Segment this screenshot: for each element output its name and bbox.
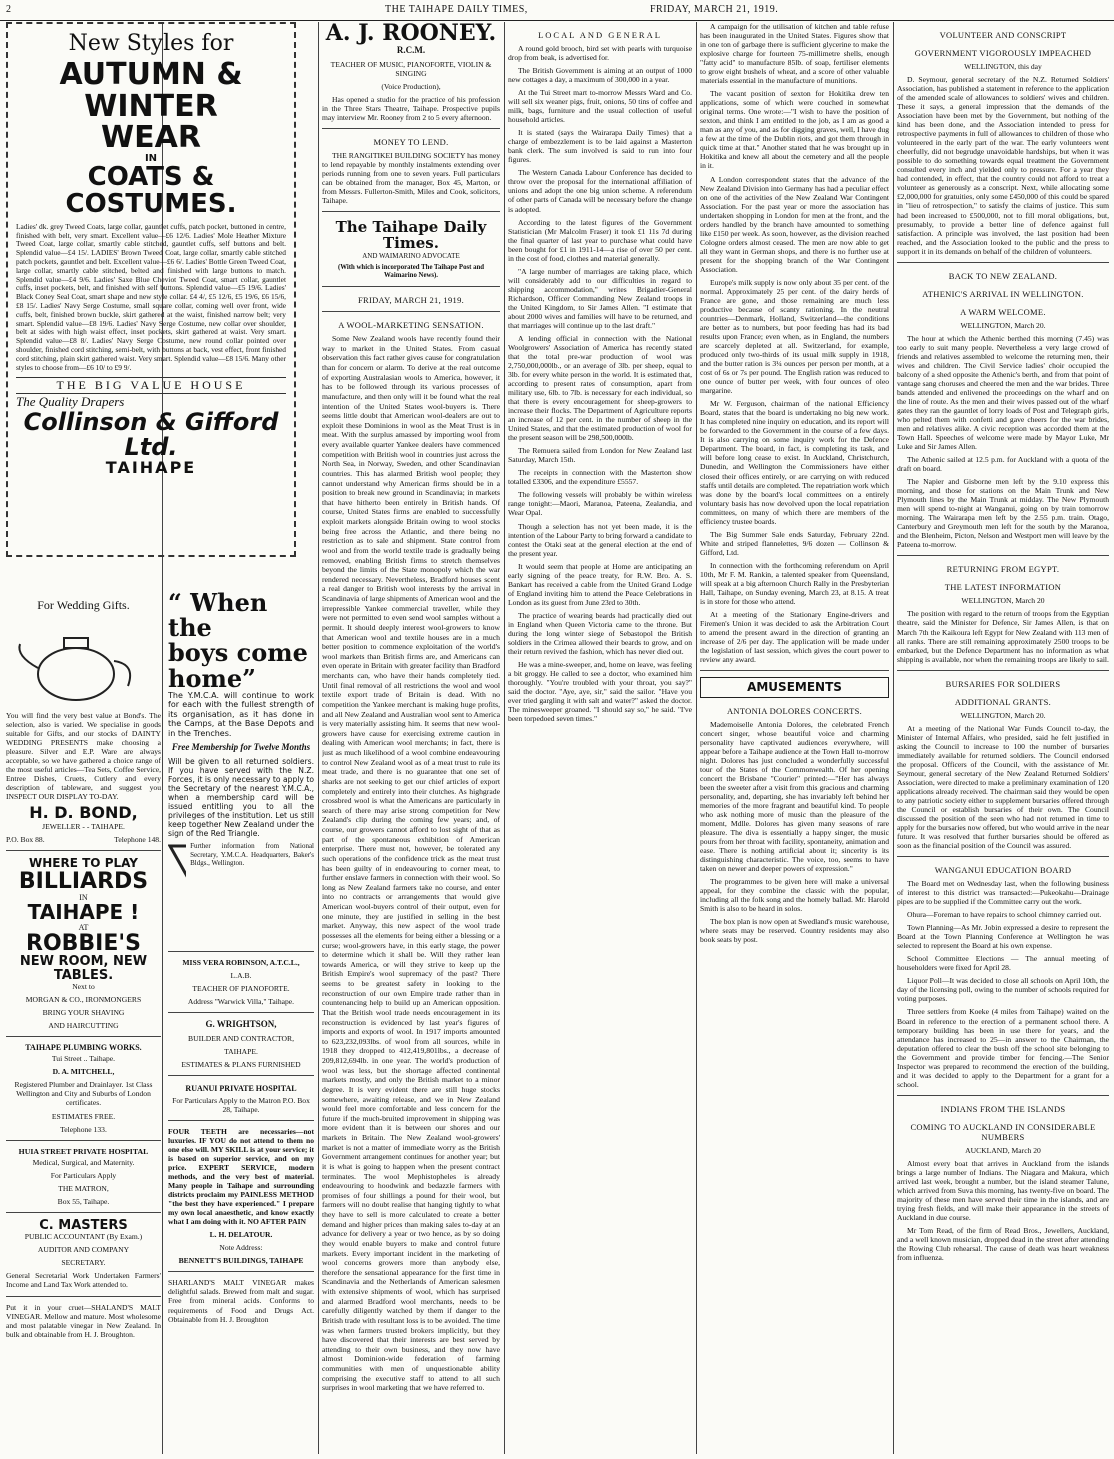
ad-line: AUTUMN & WINTER — [59, 57, 243, 124]
amusements-heading: AMUSEMENTS — [700, 677, 889, 698]
masters-line: AUDITOR AND COMPANY — [37, 1245, 130, 1255]
bond-name: H. D. BOND, — [29, 803, 138, 823]
bursaries-title: BURSARIES FOR SOLDIERS — [945, 678, 1061, 689]
indians-sub: COMING TO AUCKLAND IN CONSIDERABLE NUMBERS — [910, 1121, 1096, 1142]
news-para: "A large number of marriages are taking place, which will considerably add to our difficulties in regard to shipping accommodation," writes Brigadier-General Richardson, Officer Commanding New Zealand troops in the United Kingdom, to Sir James Allen. "I estimate that about 2000 wives and families will have to be returned, and that marriages will continue up to the last draft." — [508, 266, 692, 330]
wrightson-line: TAIHAPE. — [224, 1046, 258, 1056]
rooney-line: (Voice Production), — [381, 81, 441, 91]
news-para: A London correspondent states that the advance of the New Zealand Division into Germany has had a peculiar effect on one of the activities of the New Zealand War Contingent Association. For the past year or more the association has undertaken shopping in London for men at the front, and the orders handled by the branch have amounted to something like £150 per week. As soon, however, as the division reached Cologne orders almost ceased. The men are now able to get all they want in German shops, and there is no further use at present for the shopping branch of the War Contingent Association. — [700, 174, 889, 274]
volunteer-sub: GOVERNMENT VIGOROUSLY IMPEACHED — [914, 48, 1092, 58]
teapot-icon — [6, 616, 156, 706]
news-para: The Big Summer Sale ends Saturday, February 22nd. White and striped flannelettes, 9/6 dozen — Collinson & Gifford, Ltd. — [700, 529, 889, 557]
wrightson-name: G. WRIGHTSON, — [205, 1019, 277, 1030]
dolores-title: ANTONIA DOLORES CONCERTS. — [726, 705, 863, 716]
rooney-body: Has opened a studio for the practice of his profession in the Three Stars Theatre, Taihape. Prospective pupils may interview Mr. Rooney from 2 to 5 every afternoon. — [322, 94, 500, 122]
ad-town: TAIHAPE — [105, 457, 197, 477]
news-para: The vacant position of sexton for Hokitika drew ten applications, some of which were couched in somewhat original terms. One wrote:—"I wish to have the position of sexton, and think I am entitled to the job, as I am as good a man as any of you, and as for digging graves, well, I have dug a few at the time of the Dublin riots, and got them through in quick time at that." Another stated that he was brought up in Hokitika and knew all about the cemetery and all the people in it. — [700, 89, 889, 171]
news-para: Three settlers from Koeke (4 miles from Taihape) waited on the Board in reference to the erection of a permanent school there. A temporary building has been in use there for years, and the attendance has increased to 25—in answer to the Chairman, the deputation offered to clear the bush off the school site belonging to the Government and provide timber for fencing.—The Senior Inspector was prepared to recommend the erection of the building, and it was decided to apply to the Department for a grant for a school. — [897, 1007, 1109, 1089]
plumbing-tel: Telephone 133. — [60, 1124, 107, 1134]
billiards-line: TAIHAPE ! — [27, 899, 140, 924]
news-para: It is stated (says the Wairarapa Daily Times) that a charge of embezzlement is to be laid against a Masterton bank clerk. The sum involved is said to run into four figures. — [508, 128, 692, 165]
collinson-ad — [6, 22, 296, 557]
dentist-body: FOUR TEETH are necessaries—not luxuries. IF YOU do not attend to them no one else will. MY SKILL is at your service; it is based on superior service, and on my price. EXPERT SERVICE, modern methods, and the very best of material. Many people in Taihape and surrounding districts proclaim my PAINLESS METHOD "the best they have experienced." I prepare my own local anaesthetic, and know exactly what I am doing with it. NO AFTER PAIN — [168, 1126, 314, 1227]
news-para: The receipts in connection with the Masterton show totalled £3306, and the expenditure £5557. — [508, 468, 692, 487]
news-para: The following vessels will probably be within wireless range tonight:—Maori, Maranoa, Pateena, Zealandia, and Wear Opal. — [508, 490, 692, 518]
wrightson-line: BUILDER AND CONTRACTOR, — [188, 1033, 294, 1043]
column-3 — [508, 22, 692, 1454]
volunteer-title: VOLUNTEER AND CONSCRIPT — [939, 30, 1067, 40]
ymca-line: home” — [168, 663, 256, 693]
ymca-line: “ When the — [168, 590, 268, 643]
egypt-title: RETURNING FROM EGYPT. — [946, 564, 1060, 575]
ad-drapers: The Quality Drapers — [16, 393, 125, 409]
news-para: A round gold brooch, bird set with pearls with turquoise drop from beak, is advertised for. — [508, 44, 692, 63]
news-para: At the Tui Street mart to-morrow Messrs Ward and Co. will sell six weaner pigs, fruit, onions, 50 tins of coffee and milk, bags, furniture and the usual collection of useful household articles. — [508, 88, 692, 125]
education-board-title: WANGANUI EDUCATION BOARD — [934, 865, 1072, 876]
billiards-line: AND HAIRCUTTING — [48, 1021, 119, 1031]
news-para: Almost every boat that arrives in Auckland from the islands brings a large number of Indians. The Niagara and Makura, which arrived last week, brought a number, but the island steamer Talune, which arrived from Suva this morning, has twenty-five on board. The majority of these men have served their time in the islands, and are trying fresh fields, and will make their appearance in the streets of Auckland in due course. — [897, 1158, 1109, 1222]
ad-line: IN — [144, 152, 158, 164]
huia-title: HUIA STREET PRIVATE HOSPITAL — [18, 1146, 149, 1156]
money-title: MONEY TO LEND. — [373, 136, 449, 147]
news-para: The Board met on Wednesday last, when the following business of interest to this district was transacted:—Pukeokahu—Drainage pipes are to be supplied if the Committee carry out the work. — [897, 879, 1109, 907]
robinson-name: MISS VERA ROBINSON, A.T.C.L., — [182, 958, 300, 967]
robinson-line: Address "Warwick Villa," Taihape. — [187, 997, 295, 1007]
ad-house: THE BIG VALUE HOUSE — [16, 377, 286, 394]
editorial-title: A WOOL-MARKETING SENSATION. — [338, 320, 484, 331]
huia-matron: THE MATRON, — [58, 1183, 109, 1193]
masthead-sub: AND WAIMARINO ADVOCATE — [362, 251, 460, 260]
column-1-lower — [6, 590, 161, 1455]
column-2 — [322, 22, 500, 1454]
ymca-ad — [168, 590, 314, 940]
paper-date: FRIDAY, MARCH 21, 1919. — [650, 4, 779, 15]
dentist-note: Note Address: — [219, 1243, 263, 1253]
ymca-membership: Free Membership for Twelve Months — [171, 742, 311, 753]
robinson-deg: L.A.B. — [230, 971, 252, 981]
ymca-body: The Y.M.C.A. will continue to work for each with the fullest strength of its organisation, as it has done in the Camps, at the Base Depots and in the Trenches. — [168, 690, 314, 738]
news-para: Mr Tom Read, of the firm of Read Bros., Jewellers, Auckland, and a well known musician, dropped dead in the street after attending the Rowing Club rehearsal. The cause of death was heart weakness from influenza. — [897, 1226, 1109, 1263]
news-para: A campaign for the utilisation of kitchen and table refuse has been inaugurated in the United States. Figures show that in one ton of garbage there is sufficient glycerine to make the explosive charge for fourteen 75-millimetre shells, enough "fatty acid" to manufacture 85lb. of soap, fertiliser elements to grow eight bushels of wheat, and a score of other valuable materials essential in the manufacture of munitions. — [700, 22, 889, 86]
column-5 — [897, 22, 1109, 1454]
bond-title: For Wedding Gifts. — [37, 598, 130, 612]
billiards-line: BRING YOUR SHAVING — [42, 1008, 125, 1018]
news-para: The position with regard to the return of troops from the Egyptian theatre, said the Minister for Defence, Sir James Allen, is that on March 7th the Kaikoura left Egypt for New Zealand with 113 men of all ranks. There are still remaining approximately 2500 troops to be embarked, but the Defence Department has no information as what shipping is available, nor when the remaining troops are likely to sail. — [897, 609, 1109, 664]
bursaries-sub: ADDITIONAL GRANTS. — [954, 696, 1052, 707]
money-body: THE RANGITIKEI BUILDING SOCIETY has money to lend repayable by monthly instalments extending over periods running from one to seven years. Full particulars can be obtained from the manager, Box 45, Marton, or from Messrs. Fullerton-Smith, Miles and Cook, solicitors, Taihape. — [322, 150, 500, 206]
bond-po: P.O. Box 88. — [6, 835, 45, 845]
news-para: Ohura—Foreman to have repairs to school chimney carried out. — [907, 910, 1102, 920]
ad-body: Ladies' dk. grey Tweed Coats, large collar, gauntlet cuffs, patch pocket, buttoned in centre, finished with belt, very smart. Excellent value—£6 12/6. Ladies' Mole Heather Mixture Tweed Coat, large collar, smartly cable stitched, gauntlet cuffs, self buttons and belt. Splendid value—£4 15/. LADIES' Brown Tweed Coat, large collar, smartly cable stitched patch pockets, gauntlet and belt. Excellent value—£6 6/. Ladies' Bottle Green Tweed Coat, large collar, smartly cable stitched, belted and finished with large buttons to match. Splendid value—£4 9/6. Ladies' Saxe Blue Cheviot Tweed Coat, smart collar, gauntlet cuffs, inset pockets, belt, and finished with self buttons. Splendid value—£5 19/6. Ladies' Black Coney Seal Coat, smart shape and new style collar. £4 4/, £5 12/6, £5 19/6, £6 15/6, £8 15/. Ladies' Navy Serge Costume, small square collar, coming well over front, wide cuffs, belt, finished brown buckle, skirt gathered at the waist, finished narrow belt; very smart. Splendid value—£8 19/6. Ladies' Navy Serge Costume, new collar over shoulder, belt at sides with high waist effect, inset pockets, skirt gathered at waist. Very smart. Splendid value—£8 8/. Ladies' Navy Serge Costume, new round collar pointed over shoulder, finished cord stitching, semi-belt, with buttons at back, vest effect, front finished cord stitching, plain skirt gathered waist. Very smart. Splendid value—£8 15/6. Many other styles to choose from—£6 10/ to £9 9/. — [16, 221, 286, 372]
news-para: He was a mine-sweeper, and, home on leave, was feeling a bit groggy. He called to see a doctor, who examined him thoroughly. "You're troubled with your throat, you say?" said the doctor. "Aye, aye, sir," said the sailor. "Have you ever tried gargling it with salt and water?" asked the doctor. The minesweeper groaned. "I should say so," he said. "I've been torpedoed seven times." — [508, 659, 692, 724]
wrightson-line: ESTIMATES & PLANS FURNISHED — [181, 1059, 301, 1069]
billiards-line: AT — [78, 922, 89, 932]
ad-line: WEAR — [101, 120, 201, 156]
warm-welcome-title: A WARM WELCOME. — [960, 306, 1046, 317]
news-para: The Western Canada Labour Conference has decided to throw over the proposal for the international affiliation of unions and adopt the one big union scheme. A referendum of other parts of Canada will be necessary before the change is adopted. — [508, 168, 692, 214]
red-triangle-icon — [168, 842, 186, 882]
news-para: Mr W. Ferguson, chairman of the national Efficiency Board, states that the board is undertaking no big new work. It has completed nine inquiry on education, and its report will be forwarded to the Government in the course of a few days. It is also carrying on some inquiry work for the Defence Department. The board, in fact, is completing its task, and will before long cease to exist. In Auckland, Christchurch, Dunedin, and Wellington the Commissioners have either closed their offices entirely, or are carrying on with reduced staffs until details are completed. The repatriation work which was done by the board's local committees on a entirely voluntary basis has now devolved upon the local repatriation committees, on many of which there are members of the efficiency trustee boards. — [700, 399, 889, 526]
billiards-line: ROBBIE'S — [26, 930, 141, 956]
page-header — [0, 0, 1114, 21]
plumbing-est: ESTIMATES FREE. — [51, 1111, 116, 1121]
dateline: WELLINGTON, March 20 — [961, 596, 1045, 606]
ymca-body3: Further information from National Secretary, Y.M.C.A. Headquarters, Baker's Bldgs., Wellington. — [190, 842, 314, 867]
news-para: The Remuera sailed from London for New Zealand last Saturday, March 15th. — [508, 446, 692, 465]
local-general-title: LOCAL AND GENERAL — [538, 30, 662, 40]
news-para: Mademoiselle Antonia Dolores, the celebrated French concert singer, whose beautiful voice and charming personality have captivated audiences everywhere, will appear before a Taihape audience at the Town Hall to-morrow night. Dolores has just concluded a wonderfully successful tour of the States of the Commonwealth. Of her opening concert the Brisbane "Courier" printed:—"Her has always been the sweeter after a visit from this gracious and charming personality, and, departing, she has invariably left behind her memories of the more fragrant and beautiful kind. To people who ask nothing more of music than the pleasure of the moment, Mdlle. Dolores has given many seasons of rare pleasure. The diva is essentially a happy singer, the music pours from her throat with facility, spontaneity, animation and ease. There is nothing artificial about it; sincerity is its distinguishing characteristic. The voice, too, seems to have taken on newer and deeper powers of expression." — [700, 719, 889, 874]
masters-body: General Secretarial Work Undertaken Farmers' Income and Land Tax Work attended to. — [6, 1271, 161, 1290]
ruanui-title: RUANUI PRIVATE HOSPITAL — [185, 1083, 297, 1093]
column-2-lower — [168, 945, 314, 1455]
plumbing-addr: Tui Street .. Taihape. — [51, 1054, 116, 1064]
athenic-title: ATHENIC'S ARRIVAL IN WELLINGTON. — [922, 288, 1084, 299]
indians-title: INDIANS FROM THE ISLANDS — [940, 1103, 1066, 1114]
rooney-line: TEACHER OF MUSIC, PIANOFORTE, VIOLIN & SINGING — [330, 59, 492, 78]
news-para: In connection with the forthcoming referendum on April 10th, Mr F. M. Rankin, a talented speaker from Queensland, will speak at a big afternoon Church Rally in the Presbyterian Hall, Taihape, on Sunday evening, March 23, at 8.15. A treat is in store for those who attend. — [700, 560, 889, 606]
rooney-deg: R.C.M. — [396, 45, 426, 56]
plumbing-body: Registered Plumber and Drainlayer. 1st Class Wellington and City and Suburbs of London certificates. — [14, 1080, 153, 1108]
masters-name: C. MASTERS — [39, 1217, 128, 1233]
sharland-ad-2: SHARLAND'S MALT VINEGAR makes delightful salads. Brewed from malt and sugar. Free from mineral acids. Conforms to requirements of Food and Drugs Act. Obtainable from H. J. Broughton — [168, 1278, 314, 1324]
billiards-line: IN — [79, 892, 88, 902]
ymca-body2: Will be given to all returned soldiers. If you have served with the N.Z. Forces, it is only necessary to apply to the Secretary of the nearest Y.M.C.A., when a membership card will be issued entitling you to all the privileges of the institution. Let us still keep together New Zealand under the sign of the Red Triangle. — [168, 757, 314, 839]
plumbing-title: TAIHAPE PLUMBING WORKS. — [25, 1043, 142, 1053]
masthead-title: The Taihape Daily Times. — [335, 218, 487, 252]
news-para: Liquor Poll—It was decided to close all schools on April 10th, the day of the licensing poll, owing to the number of schools required for voting purposes. — [897, 976, 1109, 1004]
page-number: 2 — [6, 4, 12, 15]
huia-apply: For Particulars Apply — [50, 1170, 117, 1180]
ad-line: New Styles for — [68, 31, 234, 56]
news-para: D. Seymour, general secretary of the N.Z. Returned Soldiers' Association, has published a statement in reference to the application of the amended scale of allowances to soldiers' wives and children. These it says, a general impression that the demands of the Association have been met by the Government, but nothing of the kind has been done, and the Association intended to press for retrospective payments in full of allowances to children of those who volunteered in the early part of the war. The early volunteers went cheerfully, did not begrudge unavoidable hardships, but when it was possible to do something towards equal treatment the Government consulted every inch and yielded only to pressure. For a year they had contended, in effect, that the country could not afford to treat a volunteer as generously as a conscript. Next, while allocating some £2,000,000 for gratuities, only some £450,000 of this could be spared in "lieu of retrospection," to satisfy the claims of justice. This sum had been increased to £500,000, not to fill moral obligations, but, presumably, to provide a better line of defence against full satisfaction. A principle was involved, the last position had been reached, and the Association looked to the public and the press to support it in its demands on behalf of the children of volunteers. — [897, 75, 1109, 256]
dentist-addr: BENNETT'S BUILDINGS, TAIHAPE — [178, 1256, 304, 1266]
back-to-nz-title: BACK TO NEW ZEALAND. — [948, 270, 1058, 281]
billiards-line: Next to — [72, 982, 95, 992]
firm-logo: Collinson & Gifford Ltd. — [23, 407, 279, 461]
masthead-date: FRIDAY, MARCH 21, 1919. — [357, 295, 465, 306]
egypt-sub: THE LATEST INFORMATION — [944, 582, 1062, 593]
news-para: A lending official in connection with the National Woolgrowers' Association of America has recently stated that the total pre-war production of wool was 2,750,000,000lb., or an average of 3lb. per sheep, equal to 3lb. for every white person in the world. It is estimated that, according to present rates of consumption, apart from military use, 6lb. to 7lb. is necessary for each individual, so that there is every encouragement for sheep-growers to increase their flocks. The Department of Agriculture reports an increase of 12 per cent. in the number of sheep in the United States, and that the estimated production of wool for the present season will be 298,500,000lb. — [508, 333, 692, 443]
news-para: Europe's milk supply is now only about 35 per cent. of the normal. Approximately 25 per cent. of the dairy herds of France are gone, and those remaining are much less productive because of scanty rationing. In the neutral countries—Denmark, Holland, Switzerland—the conditions are better as to numbers, but poor feeding has had its bad results upon France; even when, as in England, the numbers are scarcely depleted at all. Switzerland, for example, produced only two-thirds of its usual milk supply in 1918, and the butter ration is 3¼ ounces per person per month, at a cost of 6s or 7s per pound. The English ration was reduced to one ounce of butter per week, with four ounces of oleo margarine. — [700, 277, 889, 396]
robinson-line: TEACHER OF PIANOFORTE. — [192, 984, 290, 994]
masters-line: PUBLIC ACCOUNTANT (By Exam.) — [24, 1232, 143, 1242]
rooney-name: A. J. ROONEY. — [325, 22, 497, 46]
news-para: The British Government is aiming at an output of 1000 new cottages a day, a maximum of 300,000 in a year. — [508, 66, 692, 85]
news-para: The Napier and Gisborne men left by the 9.10 express this morning, and those for stations on the Main Trunk and New Plymouth lines by the Main Trunk at midday. The New Plymouth men will spend to-night at Wanganui, going on by train tomorrow morning. The Wairarapa men left by the 2.55 p.m. train. Otago, Canterbury and Greymouth men left for the south by the Maranoa, and the Blenheim, Picton, Nelson and Westport men will leave by the Pateena to-morrow. — [897, 477, 1109, 550]
billiards-line: NEW ROOM, NEW TABLES. — [19, 953, 148, 983]
ruanui-body: For Particulars Apply to the Matron P.O. Box 28, Taihape. — [172, 1095, 310, 1114]
news-para: School Committee Elections — The annual meeting of householders were fixed for April 28. — [897, 954, 1109, 973]
editorial-body: Some New Zealand wools have recently found their way to market in the United States. From casual observation this fact rather gives cause for congratulation than for concern or alarm. To derive at the real outcome of exporting Australasian wools to America, however, it has to be followed through its various processes of manufacture, and then only will it be found what the real intention of the United States wool-buyers is. There seems little doubt that American wool-dealers are out to exploit these Dominions in wool as the Meat Trust is in meat. With the surplus amassed by importing wool from every available quarter Yankee dealers have commenced competition with British wool in countries just across the North Sea, in Norway, Sweden, and other Scandinavian countries. This has alarmed British wool people; they cannot understand why American firms should be in a position to break new ground in Scandinavia; in markets that have hitherto been entirely in British hands. Of course, United States firms are enabled to successfully exploit markets alongside Britain owing to wool stocks being free across the Atlantic, and there being no restriction as to sale and shipment. State control from wool and from the world textile trade is gradually being removed, enabling British firms to stretch themselves beyond the limits of the State monopoly which the war rendered necessary. Nevertheless, Bradford houses scent a real danger to British wool interests by the arrival in Scandinavia of large shipments of American wool and the irrepressible Yankee commercial traveller, while they were not permitted to even send wool samples without a permit. It should deeply interest wool-growers to know that American wool and textile houses are in a much better position to commence exploitation of the world's wool markets than British firms are, and Americans can even operate in Britain with greater facility than Bradford merchants can, who have their hands completely tied. Until final removal of all restrictions the wool and wool textile export trade of Britain is dead. With no competition the Yankee merchant is making huge profits, and all New Zealand and Australian wool sent to America is very materially assisting him. It seems that new wool-growers have cause for exercising extreme caution in dealing with American wool merchants; in fact, there is just as much likelihood of a wool combine endeavouring to control New Zealand wool as of a meat trust to rule its meat trade, and there is no guarantee that one set of sharks are not seeking to get our chief articles of export completely and entirely into their clutches. As highgrade crossbred wool is what the Americans are particularly in search of there may arise strong competition for New Zealand's clip during the coming few years; and, of course, our growers cannot afford to lost sight of that as part of the spontaneous exhibition of American enterprise. There must not, however, be tolerated any such operations of the confidence trick as the meat trust has been guilty of in endeavouring to corner meat, to further enslave farmers in connection with their wool. So long as New Zealand farmers take no course, and enter into no contracts or arrangements that would give American wool-buyers control of their output, even for one minute, they are justified in selling in the best market. Anyway, this new aspect of the wool trade possesses all the elements for being either a blessing or a curse; wool-growers have, in this early stage, the power to determine which it shall be. Will they rather lean towards America, or will they strive to keep up the British Empire's wool supremacy of the past? There seems to be greatest safety in looking to the reconstruction of our own Empire trade rather than in countenancing help to build up an American opposition. That the British wool trade needs encouragement in its reconstruction is evidenced by last year's figures of imports and exports of wool. In 1917 imports amounted to 623,232,093lbs. of wool from all sources, while in 1918 they dropped to 412,419,801lbs., a decrease of 209,812,694lb. in one year. The world's production of wool was less, but the shortage affected continental markets mostly, and only the British market to a minor degree. It is very evident there are still huge stocks somewhere, awaiting release, and we in New Zealand would feel more comfortable and less concern for the future if the much-bruited improvement in shipping was more evident than it is between our shores and our markets in Britain. The New Zealand wool-growers' market is not a matter of immediate worry as the British Government arrangement continues for another year; but it is what is going to happen when the present contract terminates. The wool Mephistopheles is already endeavouring to hoodwink and bedazzle farmers with promises of four shillings a pound for their wool, but farmers will no doubt realise that hanging tightly to what they have to sell is more calculated to create a better demand and higher prices than making sales to-day at an advance for delivery a year or two hence, as by so doing they would enable buyers to make and control future markets. Every important incident in the marketing of wool concerns growers more than anybody else, therefore the sensational appearance for the first time in Scandinavia and the Netherlands of American salesmen with extensive shipments of wool, which has surprised and alarmed Bradford wool merchants, needs to be carefully diligently watched by them if danger to the British trade with resultant loss is to be avoided. The time was when farmers trusted brokers implicitly, but they have discovered that their interests are best served by attending to their own business, and they now have almost Dominion-wide federation of farming communities with men of unquestionable ability comprising the executive staff to attend to all such surprises in wool marketing that we have referred to. — [322, 334, 500, 1393]
news-para: Though a selection has not yet been made, it is the intention of the Labour Party to bring forward a candidate to contest the Otaki seat at the general election at the end of the present year. — [508, 521, 692, 558]
news-para: According to the latest figures of the Government Statistician (Mr Malcolm Fraser) it took £1 11s 7d during the final quarter of last year to purchase what could have been bought for £1 in 1911-14—a rise of over 50 per cent. in the cost of food, clothes and material generally. — [508, 217, 692, 263]
billiards-line: BILLIARDS — [18, 868, 149, 894]
masthead-note: (With which is incorporated The Taihape Post and Waimarino News). — [337, 264, 485, 280]
sharland-ad: Put it in your cruet—SHALAND'S MALT VINEGAR. Mellow and mature. Most wholesome and most palatable vinegar in New Zealand. In bulk and obtainable from H. J. Broughton. — [6, 1302, 161, 1339]
ymca-line: boys come — [168, 638, 308, 668]
news-para: The practice of wearing beards had practically died out in England when Queen Victoria came to the throne. But during the long winter siege of Sebastopol the British soldiers in the Crimea allowed their beards to grow, and on their return revived the fashion, which has never died out. — [508, 610, 692, 656]
masters-line: SECRETARY. — [61, 1258, 106, 1268]
bond-tel: Telephone 148. — [114, 835, 161, 845]
ad-line: COATS & COSTUMES. — [65, 162, 237, 220]
billiards-line: WHERE TO PLAY — [29, 856, 138, 871]
billiards-line: MORGAN & CO., IRONMONGERS — [25, 995, 142, 1005]
paper-title: THE TAIHAPE DAILY TIMES, — [385, 4, 528, 15]
news-para: The Athenic sailed at 12.5 p.m. for Auckland with a quota of the draft on board. — [897, 455, 1109, 474]
huia-body: Medical, Surgical, and Maternity. — [32, 1157, 135, 1167]
news-para: Town Planning—As Mr. Jobin expressed a desire to represent the Board at the Town Planning Conference at Wellington he was selected to represent the Board at his own expense. — [897, 923, 1109, 951]
news-para: At a meeting of the Stationary Engine-drivers and Firemen's Union it was decided to ask the Arbitration Court to amend the present award in the direction of granting an increase of 2/6 per day. The application will be made under the legislation of last session, which gives the court power to review any award. — [700, 609, 889, 665]
dateline: WELLINGTON, this day — [964, 62, 1042, 71]
dateline: AUCKLAND, March 20 — [965, 1145, 1041, 1155]
news-para: The programmes to be given here will make a universal appeal, for they combine the classic with the popular, including all the folk song and the homely ballad. Mr. Harold Smith is also to be heard in solos. — [700, 877, 889, 914]
dateline: WELLINGTON, March 20. — [960, 710, 1046, 720]
news-para: The hour at which the Athenic berthed this morning (7.45) was too early to suit many people. Nevertheless a very large crowd of friends and relatives assembled to welcome the returning men, their wives and children. The Civil Service ladies' choir occupied the balcony of a shed opposite the Athenic's berth, and from that point of vantage sang choruses and cheered the men and the war brides. Three bands attended and enlivened the proceedings on the wharf and on the line of route. As the men and their wives passed out of the wharf gates they ran the gauntlet of lorry loads of Post and Telegraph girls, who pelted them with confetti and gave cheers for the war brides, men and relatives alike. A civic reception was accorded them at the Town Hall. Speeches of welcome were made by Mayor Luke, Mr Luke and Sir James Allen. — [897, 333, 1109, 452]
bond-body: You will find the very best value at Bond's. The selection, also is varied. We specialise in goods suitable for Gifts, and our stocks of DAINTY WEDDING PRESENTS make choosing a pleasure. Silver and E.P. Ware are always acceptable, so we have gathered a choice range of the most useful articles—Tea Sets, Coffee Service, Entree Dishes, Cruets, Cutlery and every description of tableware, and suggest you INSPECT OUR DISPLAY TO-DAY. — [6, 711, 161, 802]
dateline: WELLINGTON, March 20. — [960, 320, 1046, 330]
column-4 — [700, 22, 889, 1454]
plumbing-name: D. A. MITCHELL, — [52, 1067, 115, 1077]
dentist-name: L. H. DELATOUR. — [209, 1230, 273, 1240]
news-para: The box plan is now open at Swedland's music warehouse, where seats may be reserved. Country residents may also book seats by post. — [700, 917, 889, 945]
news-para: At a meeting of the National War Funds Council to-day, the Minister of Internal Affairs, who presided, said he felt justified in asking the Council to increase to 100 the number of bursaries immediately available for returned soldiers. The Council endorsed the proposal. Officers of the Council, with the assistance of Mr. Seymour, general secretary of the New Zealand Returned Soldiers' Association, were directed to make a preliminary examination of 120 applications already received. The chairman said they would be open to any patriotic society either to supplement bursaries offered through the Council or establish bursaries of their own. The Council discussed the position of the seen who had not returned in time to apply for the bursaries now offered, but who would arrive in the near future. It was resolved that further bursaries should be offered as soon as the financial position of the Council was assured. — [897, 723, 1109, 851]
bond-trade: JEWELLER - - TAIHAPE. — [42, 822, 125, 832]
news-para: It would seem that people at Home are anticipating an early signing of the peace treaty, for R.W. Bro. A. S. Bankart has received a cable from the United Grand Lodge of England inviting him to attend the Peace Celebrations in London as its guest from June 23rd to 30th. — [508, 561, 692, 607]
huia-box: Box 55, Taihape. — [57, 1196, 110, 1206]
